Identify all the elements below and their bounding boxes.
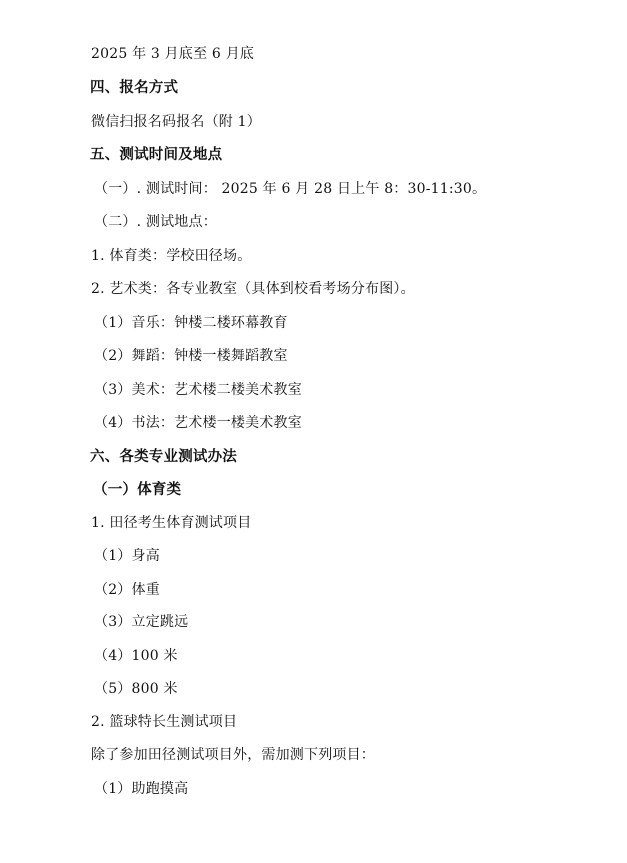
arts-location-text: 2. 艺术类：各专业教室（具体到校看考场分布图）。 xyxy=(91,281,415,297)
track-item-100m: （4）100 米 xyxy=(94,648,178,664)
track-item-standing-long-jump: （3）立定跳远 xyxy=(94,614,189,630)
section-5-heading: 五、测试时间及地点 xyxy=(90,147,223,163)
music-location-text: （1）音乐：钟楼二楼环幕教育 xyxy=(94,315,288,331)
track-item-800m: （5）800 米 xyxy=(94,681,178,697)
basketball-test-items-heading: 2. 篮球特长生测试项目 xyxy=(91,714,238,730)
track-item-weight: （2）体重 xyxy=(94,582,160,598)
section-4-heading: 四、报名方式 xyxy=(90,80,179,96)
dance-location-text: （2）舞蹈：钟楼一楼舞蹈教室 xyxy=(94,348,288,364)
test-time-text: （一）. 测试时间： 2025 年 6 月 28 日上午 8：30-11:30。 xyxy=(94,181,487,197)
test-location-label: （二）. 测试地点： xyxy=(94,214,217,230)
basketball-item-running-touch-height: （1）助跑摸高 xyxy=(94,781,189,797)
track-item-height: （1）身高 xyxy=(94,548,160,564)
track-test-items-heading: 1. 田径考生体育测试项目 xyxy=(91,515,252,531)
registration-method-text: 微信扫报名码报名（附 1） xyxy=(91,114,261,130)
enrollment-period-text: 2025 年 3 月底至 6 月底 xyxy=(91,46,255,62)
sports-location-text: 1. 体育类：学校田径场。 xyxy=(91,248,252,264)
calligraphy-location-text: （4）书法：艺术楼一楼美术教室 xyxy=(94,415,302,431)
fine-arts-location-text: （3）美术：艺术楼二楼美术教室 xyxy=(94,382,302,398)
sports-category-heading: （一）体育类 xyxy=(93,482,182,498)
section-6-heading: 六、各类专业测试办法 xyxy=(90,449,237,465)
basketball-extra-note: 除了参加田径测试项目外，需加测下列项目： xyxy=(91,747,375,763)
